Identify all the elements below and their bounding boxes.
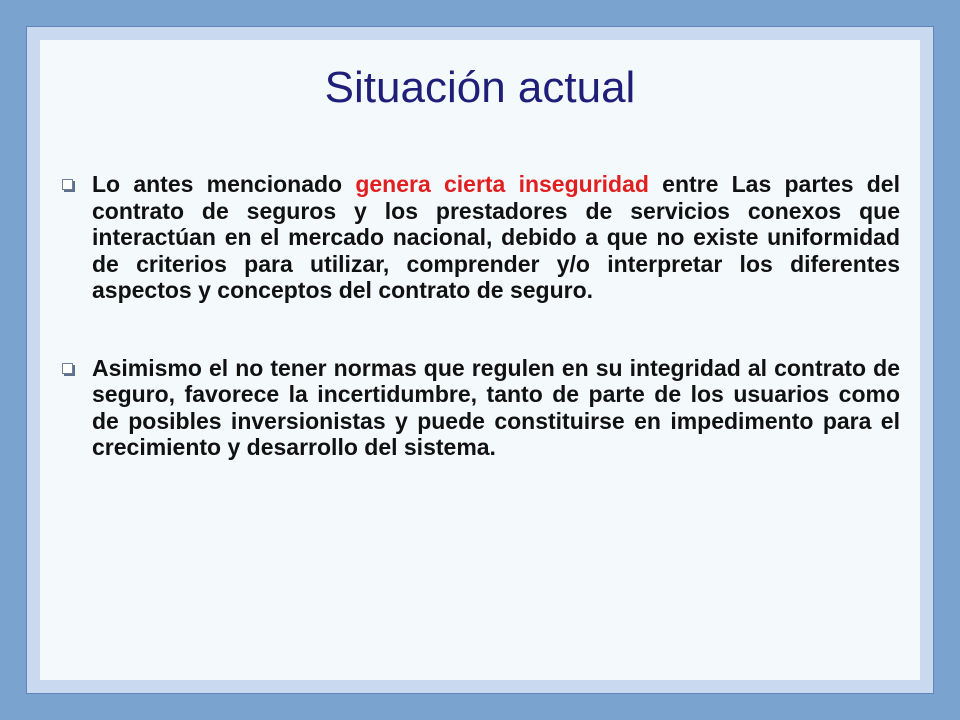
bullet-1-text-after: entre Las partes del contrato de seguros y los prestadores de servicios conexos que interactúan en el mercado nacional, debido a que no existe uniformidad de criterios para utilizar, comprender y/o interpretar los diferentes aspectos y conceptos del contrato de seguro. bbox=[92, 171, 900, 303]
bullet-list bbox=[62, 171, 900, 512]
square-bullet-icon bbox=[62, 363, 73, 374]
slide-title: Situación actual bbox=[324, 63, 636, 112]
bullet-1-highlight: genera cierta inseguridad bbox=[355, 171, 649, 197]
bullet-item-2 bbox=[62, 355, 900, 461]
bullet-item-1 bbox=[62, 171, 900, 304]
bullet-1-text-before: Lo antes mencionado bbox=[92, 171, 356, 197]
square-bullet-icon bbox=[62, 179, 73, 190]
bullet-2-text: Asimismo el no tener normas que regulen en su integridad al contrato de seguro, favorece la incertidumbre, tanto de parte de los usuarios como de posibles inversionistas y puede constituirse en impedimento para el crecimiento y desarrollo del sistema. bbox=[92, 354, 900, 460]
